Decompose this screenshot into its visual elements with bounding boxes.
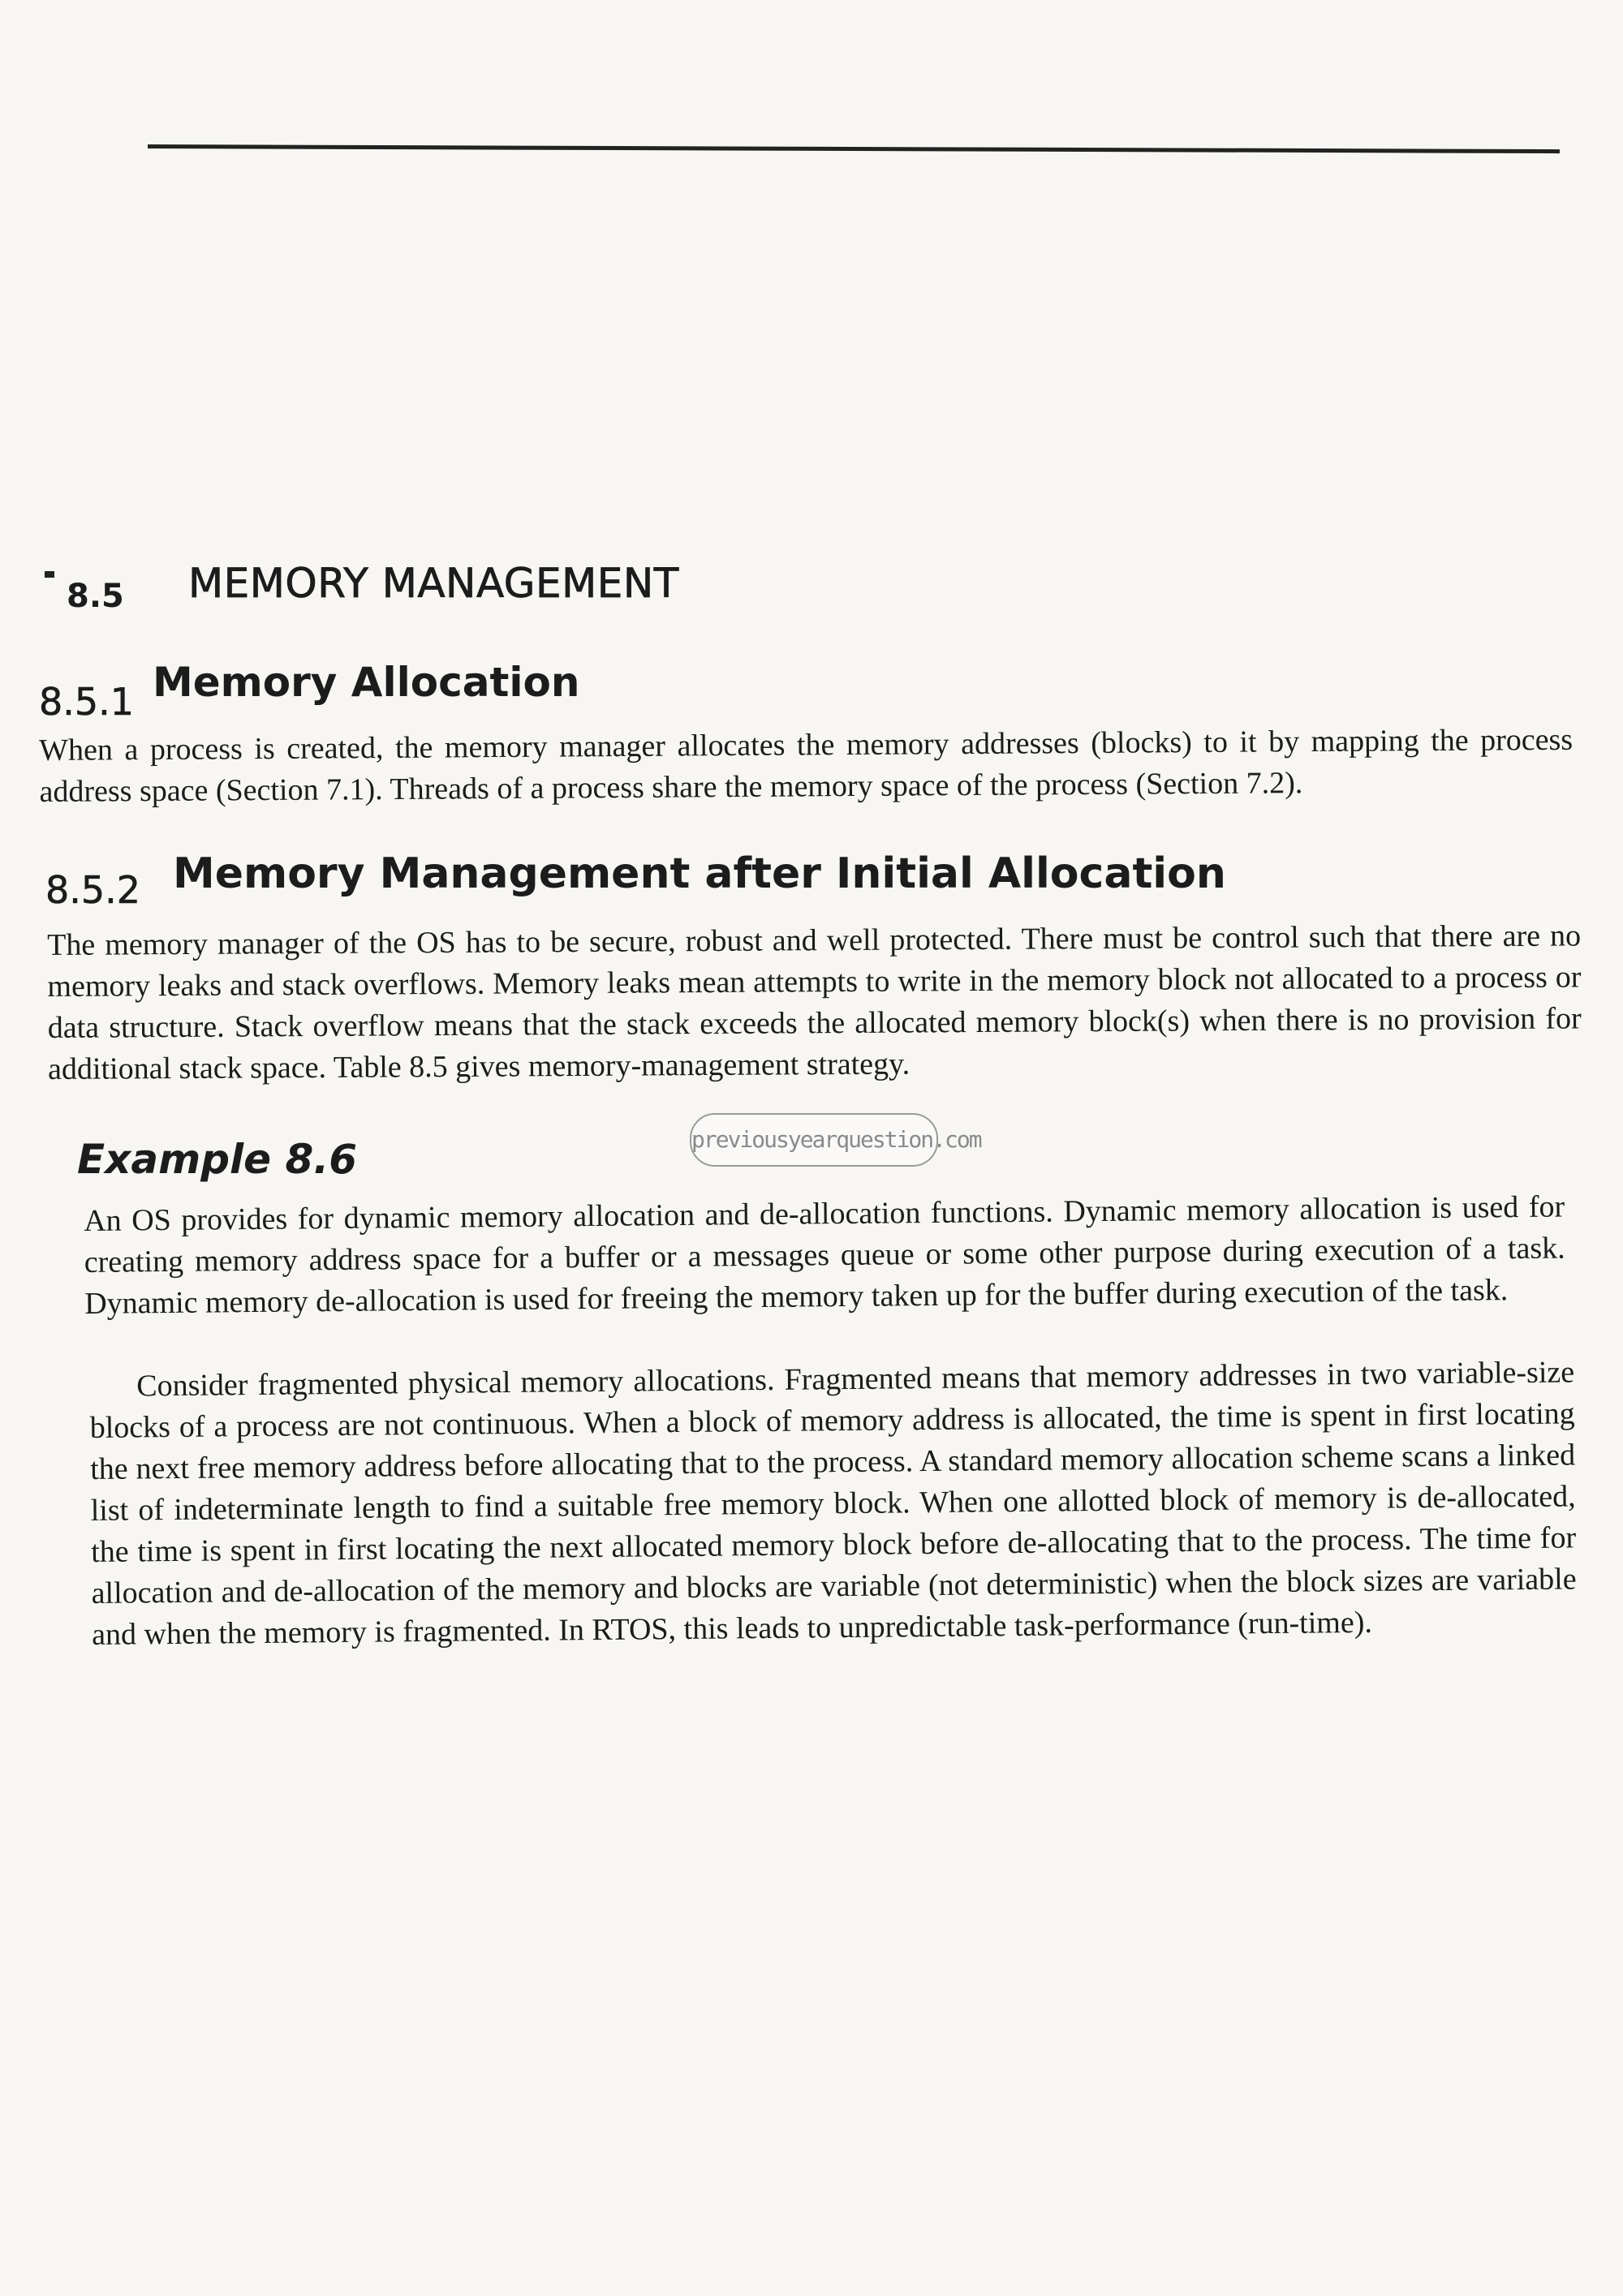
subsection-2-text: The memory manager of the OS has to be secure, robust and well protected. There must be control such that there are no memory leaks and stack overflows. Memory leaks mean attempts to write in the memory block not allocated to a process or data structure. Stack overflow means that the stack exceeds the allocated memory block(s) when there is no provision for additional stack space. Table 8.5 gives memory-management strategy. [47,918,1582,1086]
subsection-1-title: Memory Allocation [153,659,580,706]
subsection-2-number: 8.5.2 [45,868,141,912]
section-top-rule [148,144,1560,153]
example-paragraph-2 [89,1352,1577,1656]
section-number: 8.5 [67,578,124,615]
subsection-1-number: 8.5.1 [39,680,135,724]
example-text-2: Consider fragmented physical memory allocations. Fragmented means that memory addresses in two variable-size blocks of a process are not continuous. When a block of memory address is allocated, the time is spent in first locating the next free memory address before allocating that to the process. A standard memory allocation scheme scans a linked list of indeterminate length to find a suitable free memory block. When one allotted block of memory is de-allocated, the time is spent in first locating the next allocated memory block before de-allocating that to the process. The time for allocation and de-allocation of the memory and blocks are variable (not deterministic) when the block sizes are variable and when the memory is fragmented. In RTOS, this leads to unpredictable task-performance (run-time). [89,1355,1577,1652]
watermark-stamp: previousyearquestion.com [690,1113,938,1167]
section-title: MEMORY MANAGEMENT [188,560,679,607]
subsection-2-title: Memory Management after Initial Allocation [173,849,1226,898]
subsection-1-paragraph [39,720,1573,813]
subsection-2-paragraph [47,915,1582,1090]
margin-tick-mark [45,571,54,578]
example-paragraph-1 [84,1186,1565,1325]
subsection-1-text: When a process is created, the memory manager allocates the memory addresses (blocks) to it by mapping the process address space (Section 7.1). Threads of a process share the memory space of the process (Section 7.2). [39,722,1573,809]
example-title: Example 8.6 [77,1136,358,1183]
example-text-1: An OS provides for dynamic memory allocation and de-allocation functions. Dynamic memory allocation is used for creating memory address space for a buffer or a messages queue or some other purpose during execution of a task. Dynamic memory de-allocation is used for freeing the memory taken up for the buffer during execution of the task. [84,1189,1565,1321]
